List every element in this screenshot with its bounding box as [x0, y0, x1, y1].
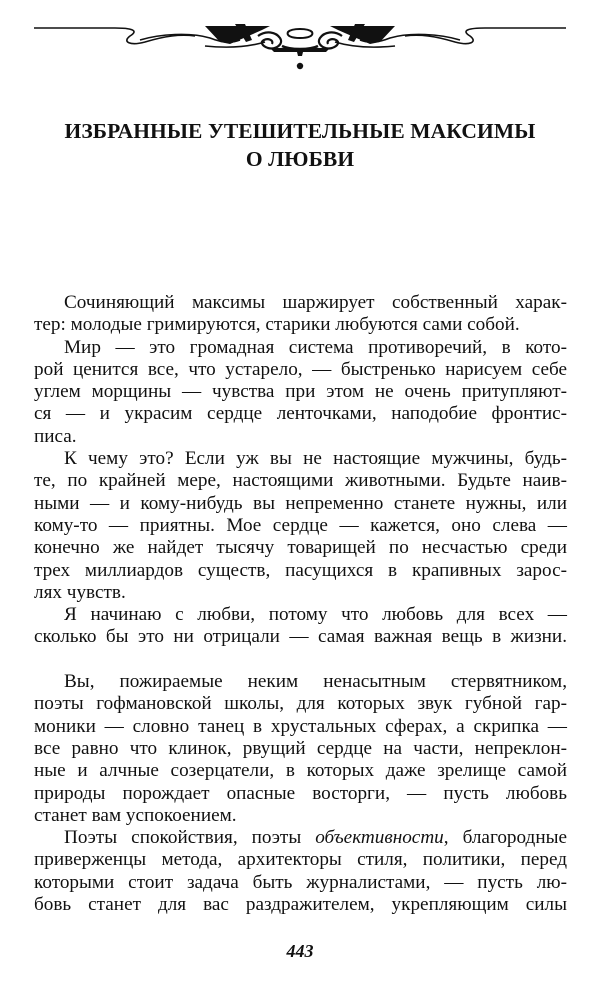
text-line: моники — словно танец в хрустальных сферах, а скрипка — [34, 715, 567, 737]
text-line: которыми стоит задача быть журналистами, — пусть лю- [34, 871, 567, 893]
text-line: бовь станет для вас раздражителем, укрепляющим силы [34, 894, 567, 916]
text-line: станет вам успокоением. [34, 804, 237, 826]
text-line: углем морщины — чувства при этом не очень притупляют- [34, 381, 567, 403]
text-line: все равно что клинок, рвущий сердце на части, непреклон- [34, 737, 567, 759]
text-line: ся — и украсим сердце ленточками, наподобие фронтис- [34, 403, 567, 425]
text-line: природы порождает опасные восторги, — пусть любовь [34, 782, 567, 804]
text-line: тер: молодые гримируются, старики любуются сами собой. [34, 314, 520, 336]
paragraph-2 [34, 337, 567, 448]
text-line: писа. [34, 425, 77, 447]
paragraph-6 [34, 827, 567, 916]
text-segment: , благородные [443, 827, 567, 849]
text-line: Я начинаю с любви, потому что любовь для всех — [64, 604, 567, 626]
text-line [34, 827, 567, 849]
paragraph-5 [34, 671, 567, 827]
page-number: 443 [286, 941, 314, 961]
text-line: Мир — это громадная система противоречий, в кото- [64, 336, 567, 358]
chapter-title [0, 117, 600, 173]
text-line: Вы, пожираемые неким ненасытным стервятником, [64, 671, 567, 693]
art-nouveau-headpiece-ornament-icon [30, 22, 570, 72]
paragraph-3 [34, 448, 567, 604]
text-line: трех миллиардов существ, пасущихся в крапивных зарос- [34, 559, 567, 581]
text-line: поэты гофмановской школы, для которых звук губной гар- [34, 693, 567, 715]
chapter-title-line-1: ИЗБРАННЫЕ УТЕШИТЕЛЬНЫЕ МАКСИМЫ [64, 119, 536, 143]
text-line: сколько бы это ни отрицали — самая важная вещь в жизни. [34, 626, 567, 648]
text-line: Сочиняющий максимы шаржирует собственный харак- [64, 292, 567, 313]
body-text [34, 292, 567, 916]
text-line: кому-то — приятны. Мое сердце — кажется, оно слева — [34, 514, 567, 536]
text-segment: Поэты спокойствия, поэты [64, 827, 316, 849]
text-line: ные и алчные созерцатели, в которых даже зрелище самой [34, 760, 567, 782]
section-gap [34, 649, 567, 671]
text-line: ными — и кому-нибудь вы непременно станете нужны, или [34, 492, 567, 514]
paragraph-1 [34, 292, 567, 337]
emphasized-word: объективности [315, 827, 444, 849]
text-line: лях чувств. [34, 581, 126, 603]
text-line: конечно же найдет тысячу товарищей по несчастью среди [34, 537, 567, 559]
text-line: рой ценится все, что устарело, — быстренько нарисуем себе [34, 358, 567, 380]
text-line: приверженцы метода, архитекторы стиля, политики, перед [34, 849, 567, 871]
chapter-title-line-2: О ЛЮБВИ [245, 147, 355, 171]
paragraph-4 [34, 604, 567, 649]
text-line: К чему это? Если уж вы не настоящие мужчины, будь- [64, 448, 567, 470]
text-line: те, по крайней мере, настоящими животными. Будьте наив- [34, 470, 567, 492]
